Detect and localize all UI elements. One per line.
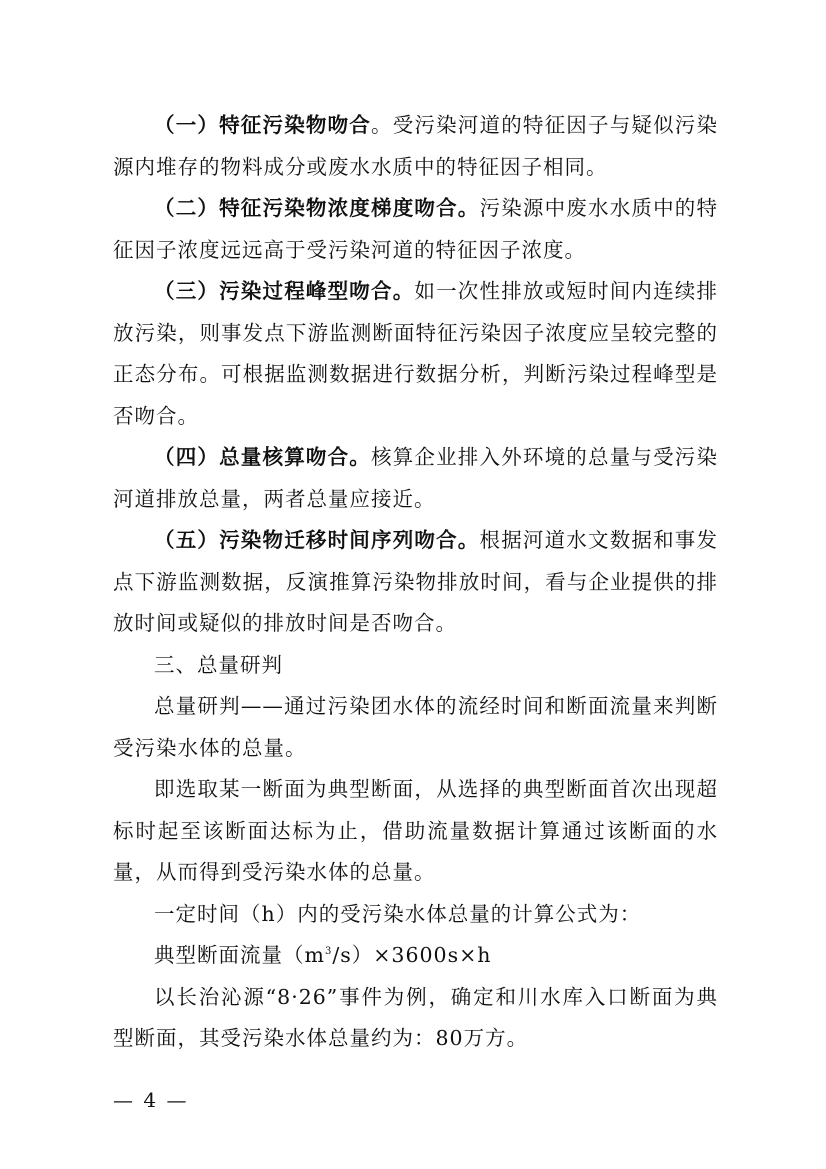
example-paragraph: 以长治沁源“8·26”事件为例，确定和川水库入口断面为典型断面，其受污染水体总量约为：80万方。 <box>113 984 718 1050</box>
paragraph-3 <box>113 271 718 437</box>
paragraph-2-lead: （二）特征污染物浓度梯度吻合。 <box>154 196 480 220</box>
paragraph-3-text: 如一次性排放或短时间内连续排放污染，则事发点下游监测断面特征污染因子浓度应呈较完整的正态分布。可根据监测数据进行数据分析，判断污染过程峰型是否吻合。 <box>113 279 719 428</box>
paragraph-4-lead: （四）总量核算吻合。 <box>154 445 371 469</box>
paragraph-4 <box>113 437 718 520</box>
document-body <box>113 105 718 1060</box>
paragraph-5-lead: （五）污染物迁移时间序列吻合。 <box>154 528 480 552</box>
paragraph-4-text: 核算企业排入外环境的总量与受污染河道排放总量，两者总量应接近。 <box>113 445 718 511</box>
formula-superscript: 3 <box>324 946 333 958</box>
paragraph-5 <box>113 520 718 645</box>
paragraph-3-lead: （三）污染过程峰型吻合。 <box>154 279 415 303</box>
paragraph-1 <box>113 105 718 188</box>
paragraph-2-text: 污染源中废水水质中的特征因子浓度远远高于受污染河道的特征因子浓度。 <box>113 196 718 262</box>
section-heading: 三、总量研判 <box>154 652 283 677</box>
paragraph-1-lead: （一）特征污染物吻合 <box>154 113 371 137</box>
paragraph-5-text: 根据河道水文数据和事发点下游监测数据，反演推算污染物排放时间，看与企业提供的排放时间或疑似的排放时间是否吻合。 <box>113 528 718 635</box>
paragraph-1-text: 。受污染河道的特征因子与疑似污染源内堆存的物料成分或废水水质中的特征因子相同。 <box>113 113 718 179</box>
page-number: — 4 — <box>113 1088 189 1112</box>
body-paragraph-3: 一定时间（h）内的受污染水体总量的计算公式为： <box>154 901 642 926</box>
formula-suffix: /s）×3600s×h <box>332 943 492 967</box>
formula <box>113 935 718 977</box>
paragraph-2 <box>113 188 718 271</box>
body-paragraph-2: 即选取某一断面为典型断面，从选择的典型断面首次出现超标时起至该断面达标为止，借助流量数据计算通过该断面的水量，从而得到受污染水体的总量。 <box>113 777 718 884</box>
formula-prefix: 典型断面流量（m <box>154 943 325 967</box>
body-paragraph-1: 总量研判——通过污染团水体的流经时间和断面流量来判断受污染水体的总量。 <box>113 694 718 760</box>
